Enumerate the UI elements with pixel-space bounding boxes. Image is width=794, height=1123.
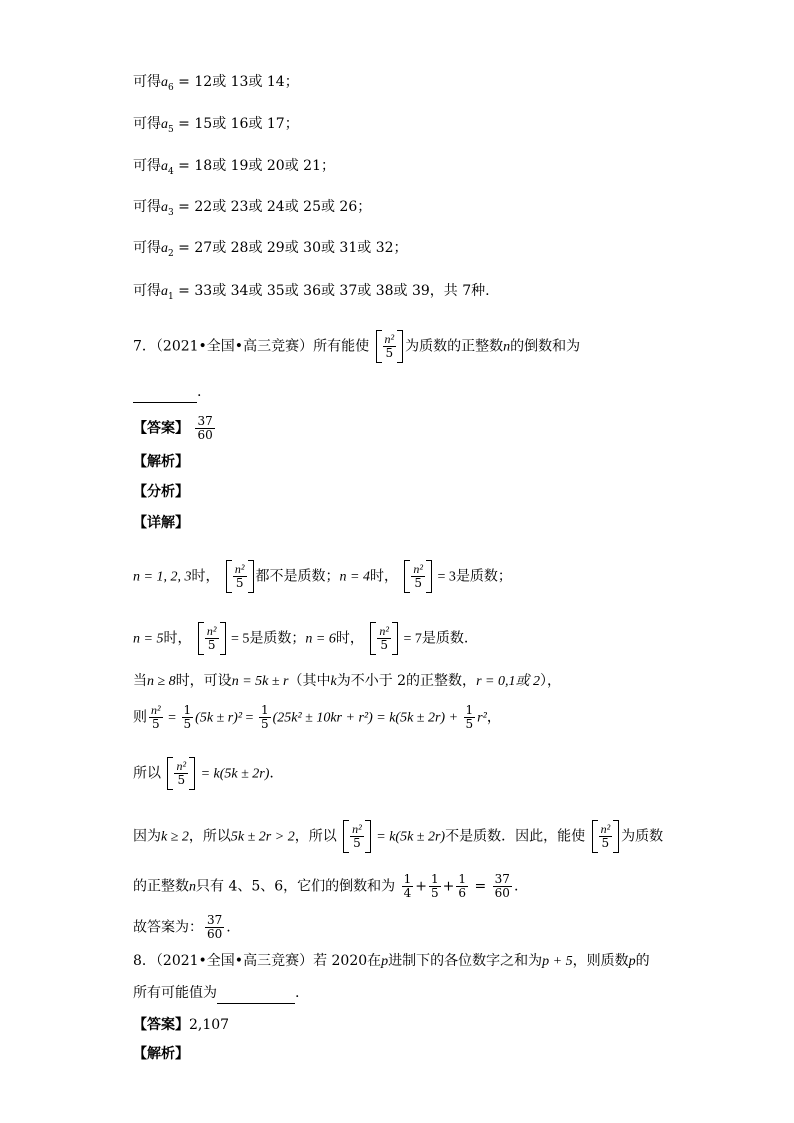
line-a4: 可得$a_4 = 18$或 19或 20或 21； [133,158,335,177]
detail-line-2: n = 5时， $\frac{\text{n²}}{5}$ = 5是质数；n = 6时， $\frac{\text{n²}}{5}$ = 7是质数. [133,622,468,655]
conclusion-line: 故答案为： $\frac{37}{60}$ . [133,913,231,941]
detail-line-7: 的正整数n只有 4、5、6，它们的倒数和为 $\frac{1}{4}$ + $\frac{1}{5}$ + $\frac{1}{6}$ = $\frac{37}{60}$ . [133,872,519,900]
floor-bracket: $\frac{\text{n²}}{5}$ [376,330,404,363]
detail-line-6: 因为k ≥ 2，所以5k ± 2r > 2，所以 $\frac{\text{n²}}{5}$ = k(5k ± 2r)不是质数．因此，能使 $\frac{\text{n²}}{5}$ 为质数 [133,820,663,853]
answer-blank [217,983,295,1004]
question-8-answer: 【答案】2,107 [133,1017,230,1033]
fenxi-label: 【分析】 [133,484,189,500]
question-7-answer: 【答案】 $\frac{37}{60}$ [133,414,213,442]
answer-blank [133,382,197,403]
question-8-line2: 所有可能值为 . [133,983,299,1004]
line-a6: 可得$a_6 = 12$或 13或 14； [133,74,299,93]
line-a1: 可得$a_1 = 33$或 34或 35或 36或 37或 38或 39，共 7种. [133,283,490,302]
line-a2: 可得$a_2 = 27$或 28或 29或 30或 31或 32； [133,240,408,259]
detail-line-3: 当n ≥ 8时，可设n = 5k ± r（其中k为不小于 2的正整数，r = 0,1或 2）， [133,673,561,689]
detail-line-1: n = 1, 2, 3时， $\frac{\text{n²}}{5}$ 都不是质数；n = 4时， $\frac{\text{n²}}{5}$ = 3是质数； [133,560,512,593]
detail-line-5: 所以 $\frac{\text{n²}}{5}$ = k(5k ± 2r). [133,757,274,790]
detail-line-4: 则 $\frac{\text{n²}}{5}$ = $\frac{1}{5}$ (5k ± r)² = $\frac{1}{5}$ (25k² ± 10kr + r²) = k(5k ± 2r) + $\frac{1}{5}$ r²， [133,703,501,731]
line-a5: 可得$a_5 = 15$或 16或 17； [133,116,299,135]
question-8-analysis: 【解析】 [133,1046,189,1062]
question-7-blank: . [133,382,201,403]
detail-label: 【详解】 [133,515,189,531]
question-7-stem: 7．（2021•全国•高三竞赛）所有能使 $\frac{\text{n²}}{5}$ 为质数的正整数n的倒数和为 [133,330,580,363]
analysis-label: 【解析】 [133,454,189,470]
question-8-stem: 8．（2021•全国•高三竞赛）若 2020在p进制下的各位数字之和为p + 5，则质数p的 [133,953,650,969]
line-a3: 可得$a_3 = 22$或 23或 24或 25或 26； [133,199,372,218]
